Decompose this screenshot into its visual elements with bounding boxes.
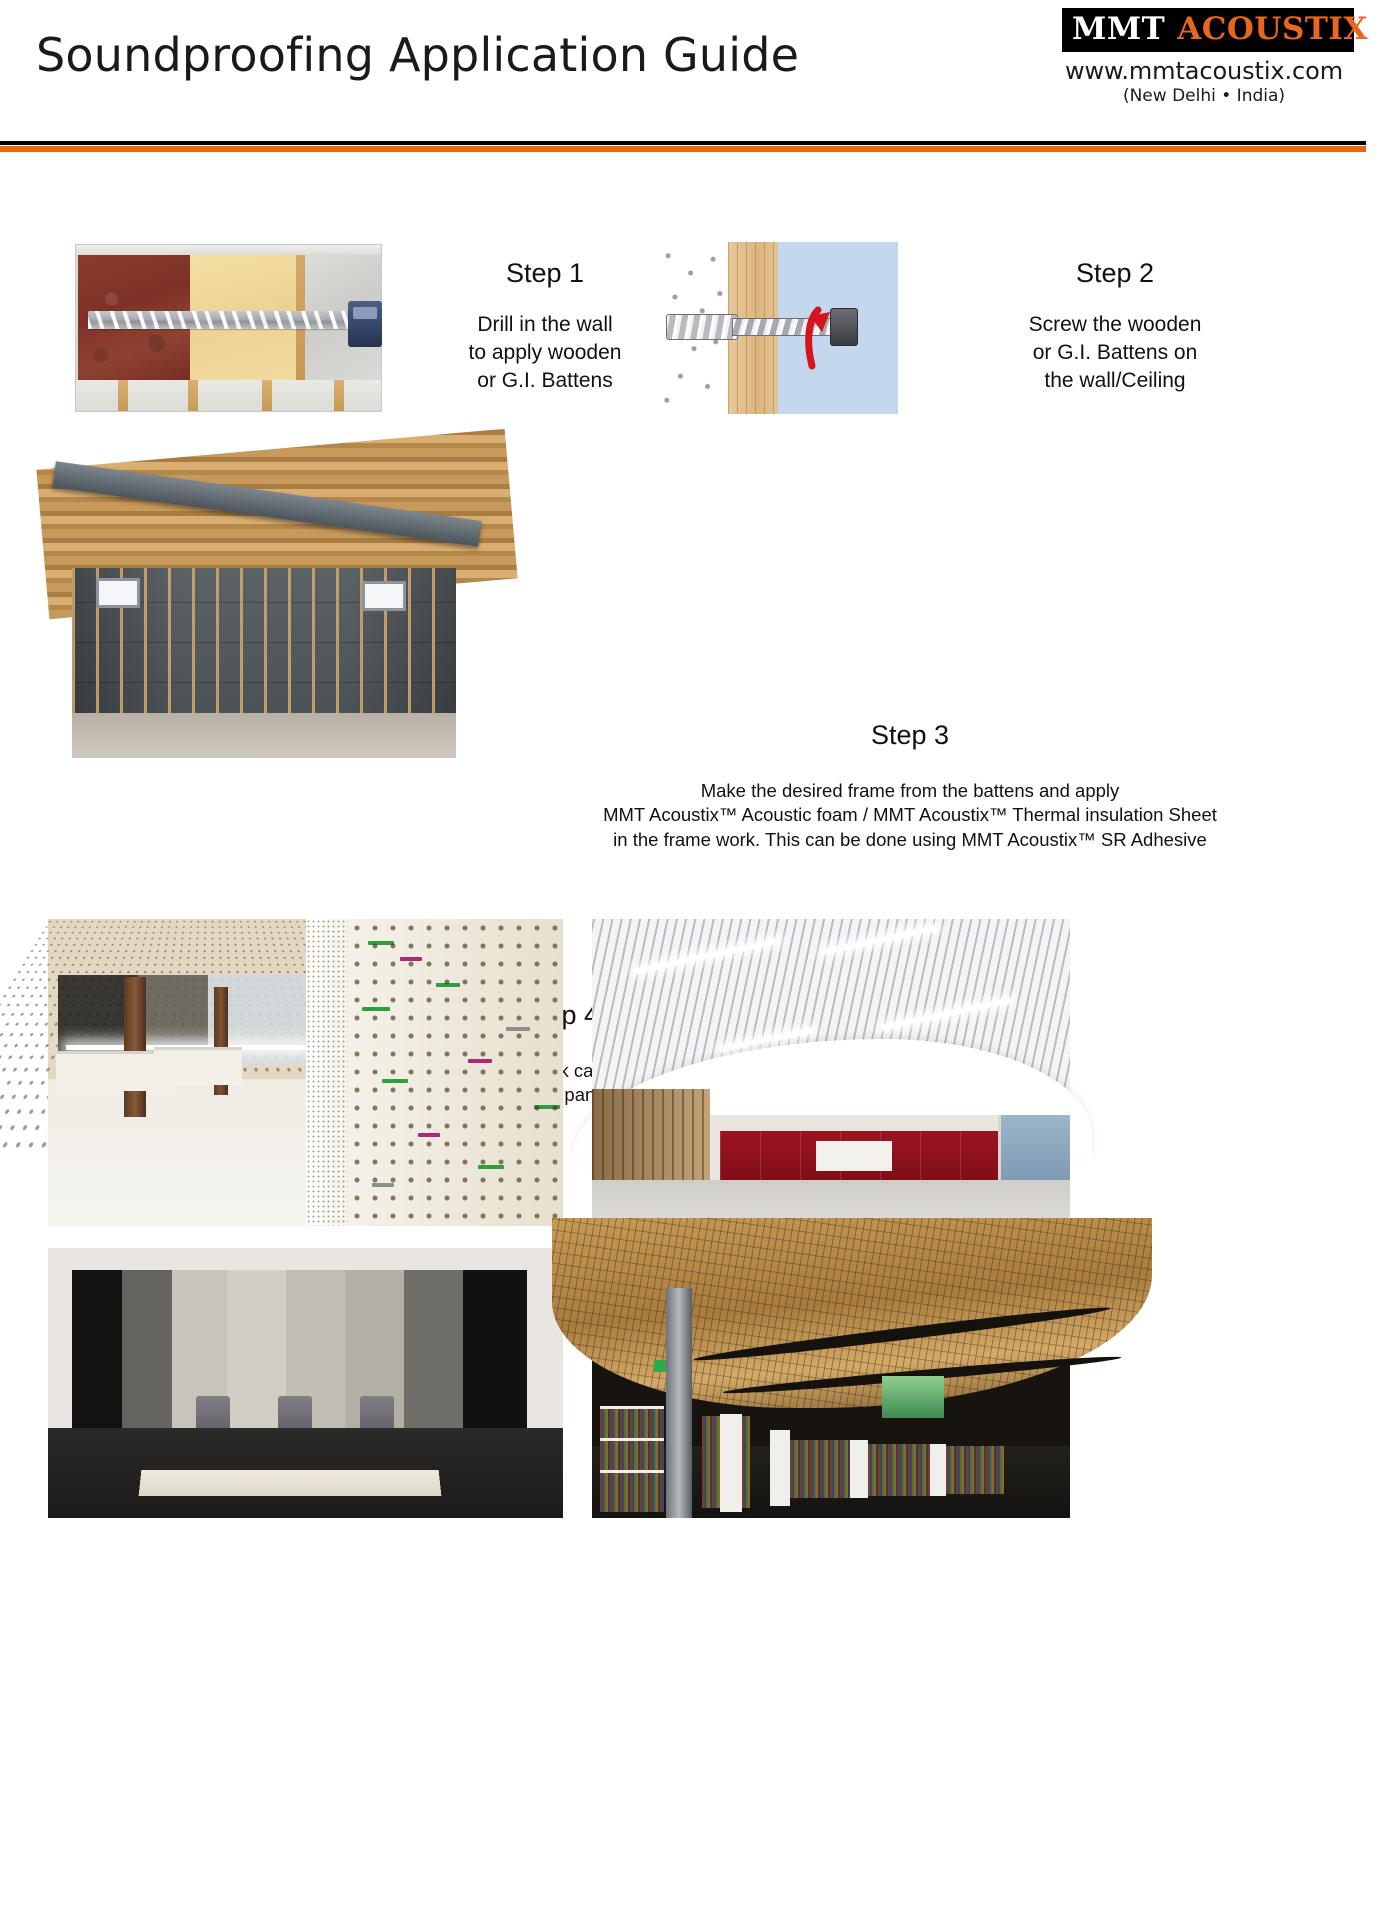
gallery-photo-perforated-office [48, 919, 563, 1226]
step-1-heading: Step 1 [505, 258, 585, 288]
perforated-wall-perspective [306, 919, 354, 1226]
logo-word-mmt: MMT [1072, 11, 1166, 47]
step-2-line-1: Screw the wooden [1028, 313, 1202, 336]
shelf-end-panel-2 [770, 1430, 790, 1506]
gallery-photo-fabric-panel-stage [48, 1248, 563, 1518]
green-wall-screen [882, 1376, 944, 1418]
step-1-line-1: Drill in the wall [477, 313, 613, 336]
shelf-end-panel-4 [930, 1444, 946, 1496]
wooden-column [124, 977, 146, 1117]
office-desk-right [154, 1047, 242, 1085]
shelf-edge-1 [600, 1406, 664, 1409]
shelf-edge-3 [600, 1470, 664, 1473]
white-display-panel [816, 1141, 892, 1171]
step-3-line-3: in the frame work. This can be done using MMT Acoustix™ SR Adhesive [613, 828, 1207, 850]
step-1-line-2: to apply wooden [468, 340, 622, 364]
bookshelf-books-far2 [946, 1446, 1004, 1494]
shelf-edge-2 [600, 1438, 664, 1441]
bookshelf-books-right [790, 1440, 850, 1498]
brand-location: (New Delhi • India) [1122, 86, 1286, 106]
wood-slat-wall [592, 1089, 710, 1185]
gallery-photo-library-wood-ceiling [592, 1248, 1070, 1518]
gallery-photo-metal-ceiling-hall [592, 919, 1070, 1226]
step-3-heading: Step 3 [870, 720, 950, 750]
bookshelf-books-far [868, 1444, 930, 1496]
step-4-line-1: can [573, 1060, 604, 1081]
logo-word-acoustix: ACOUSTIX [1177, 11, 1368, 47]
step-2-heading: Step 2 [1075, 258, 1155, 288]
step-3-line-1: Make the desired frame from the battens and apply [700, 780, 1120, 801]
concrete-column [666, 1288, 692, 1518]
shelf-end-panel-3 [850, 1440, 868, 1498]
trademark-icon: ™ [1367, 17, 1379, 31]
page-title: Soundproofing Application Guide [36, 28, 800, 82]
stage-light-strip [139, 1470, 442, 1496]
step-1-line-3: or G.I. Battens [477, 368, 613, 392]
perforated-acoustic-wall [348, 919, 563, 1226]
step-2-line-3: the wall/Ceiling [1044, 368, 1186, 392]
step-3-line-2: MMT Acoustix™ Acoustic foam / MMT Acoustix™ Thermal insulation Sheet [603, 804, 1217, 826]
bookshelf-books-left [600, 1408, 664, 1512]
brand-website[interactable]: www.mmtacoustix.com [1064, 57, 1344, 85]
shelf-end-panel-1 [720, 1414, 742, 1512]
step-2-line-2: or G.I. Battens on [1032, 340, 1198, 364]
